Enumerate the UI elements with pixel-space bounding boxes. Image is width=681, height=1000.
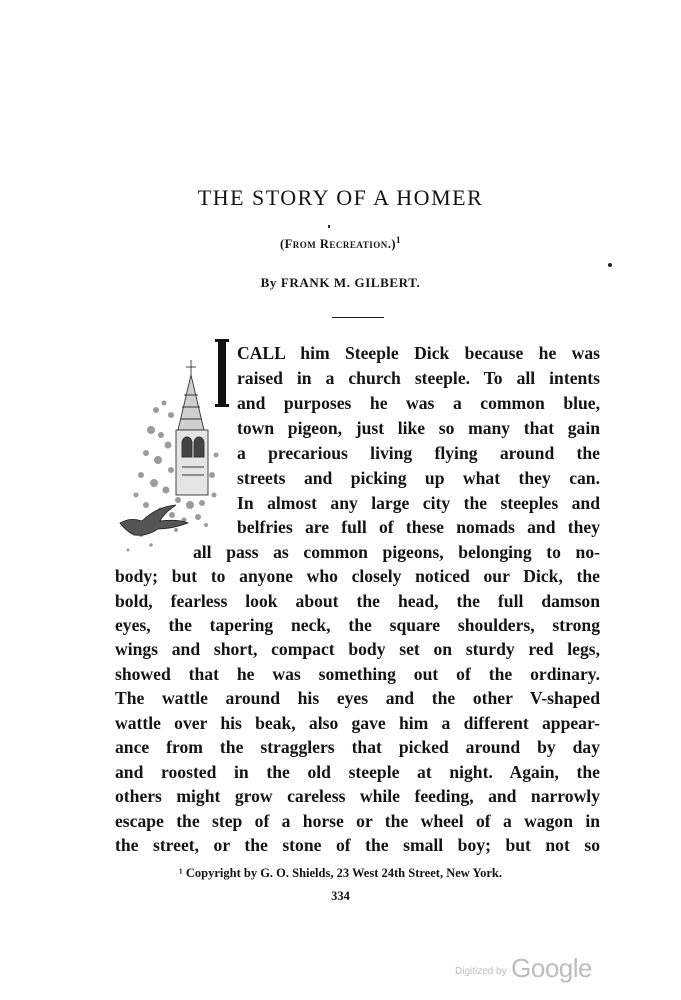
body-line: escape the step of a horse or the wheel of a wagon in — [115, 811, 600, 831]
body-line: bold, fearless look about the head, the full damson — [115, 591, 600, 611]
body-line: raised in a church steeple. To all intents — [237, 368, 600, 388]
watermark-prefix: Digitized by — [455, 966, 507, 977]
stray-dot — [608, 263, 612, 267]
body-line: showed that he was something out of the ordinary. — [115, 664, 600, 684]
body-line: and purposes he was a common blue, — [237, 393, 600, 413]
divider-rule — [332, 317, 384, 318]
digitized-watermark — [455, 953, 592, 984]
body-line: and roosted in the old steeple at night. Again, the — [115, 762, 600, 782]
body-line: ance from the stragglers that picked around by day — [115, 737, 600, 757]
body-line: others might grow careless while feeding, and narrowly — [115, 786, 600, 806]
body-line: wings and short, compact body set on sturdy red legs, — [115, 639, 600, 659]
drop-cap — [214, 339, 230, 407]
source-text: (From Recreation.) — [279, 237, 397, 252]
google-logo: Google — [511, 953, 592, 983]
body-line: CALL him Steeple Dick because he was — [237, 343, 600, 363]
steeple-illustration — [116, 335, 226, 560]
tiny-dot — [328, 225, 330, 228]
source-line — [0, 235, 681, 252]
body-line: The wattle around his eyes and the other V-shaped — [115, 688, 600, 708]
body-line: town pigeon, just like so many that gain — [237, 418, 600, 438]
footnote-marker: 1 — [396, 235, 402, 245]
body-line: streets and picking up what they can. — [237, 468, 600, 488]
body-line: all pass as common pigeons, belonging to no- — [193, 542, 600, 562]
body-line: belfries are full of these nomads and they — [237, 517, 600, 537]
body-line: a precarious living flying around the — [237, 443, 600, 463]
page-number: 334 — [331, 889, 350, 903]
body-line: the street, or the stone of the small boy; but not so — [115, 835, 600, 855]
body-line: wattle over his beak, also gave him a different appear- — [115, 713, 600, 733]
body-line: body; but to anyone who closely noticed our Dick, the — [115, 566, 600, 586]
footnote: ¹ Copyright by G. O. Shields, 23 West 24th Street, New York. — [179, 866, 502, 880]
body-line: In almost any large city the steeples and — [237, 493, 600, 513]
byline: By FRANK M. GILBERT. — [260, 275, 421, 290]
body-line: eyes, the tapering neck, the square shoulders, strong — [115, 615, 600, 635]
article-title: THE STORY OF A HOMER — [197, 185, 484, 210]
